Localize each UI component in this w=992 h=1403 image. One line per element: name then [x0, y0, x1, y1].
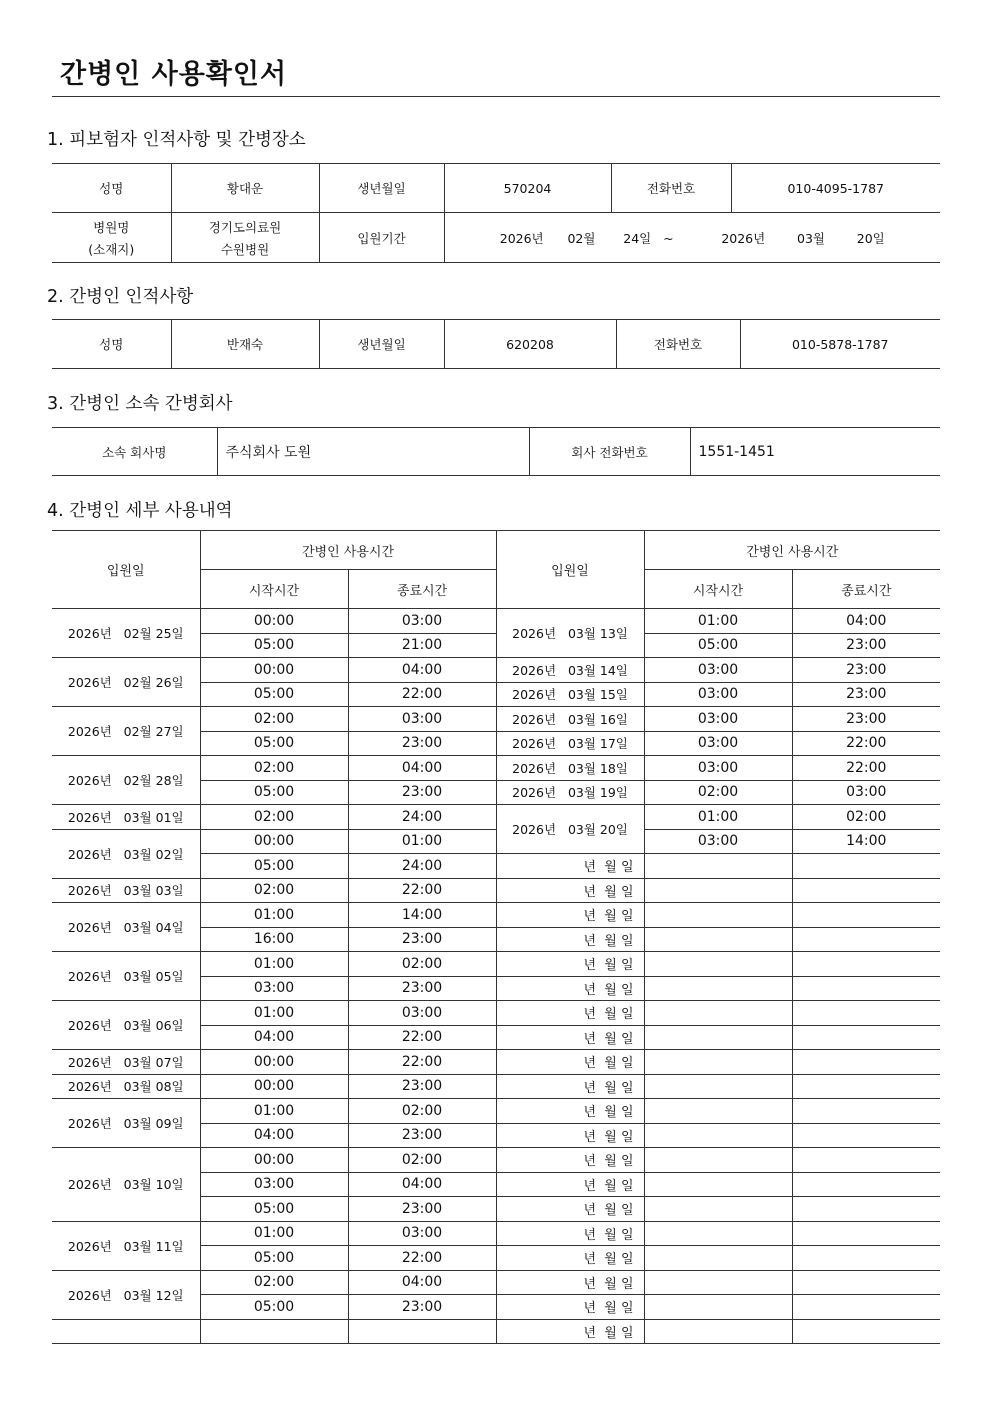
- right-start-time: 03:00: [644, 682, 792, 707]
- left-end-time: 23:00: [348, 1197, 496, 1222]
- empty-right-start: [644, 1172, 792, 1197]
- left-start-time: 04:00: [200, 1123, 348, 1148]
- left-end-time: 22:00: [348, 1025, 496, 1050]
- insured-info-table: [52, 163, 940, 263]
- company-phone-label: 회사 전화번호: [529, 428, 690, 476]
- left-start-time: 05:00: [200, 731, 348, 756]
- left-end-time: 01:00: [348, 829, 496, 854]
- right-start-time: 03:00: [644, 731, 792, 756]
- right-end-time: 03:00: [792, 780, 940, 805]
- empty-right-end: [792, 1246, 940, 1271]
- table-row: [52, 1074, 940, 1099]
- detail-header-row: [52, 531, 940, 570]
- left-admission-date: 2026년 03월 01일: [52, 805, 200, 830]
- table-row: [52, 952, 940, 977]
- table-row: [52, 903, 940, 928]
- left-start-time: 05:00: [200, 1197, 348, 1222]
- hospital-name: [171, 213, 319, 263]
- left-start-time: 01:00: [200, 903, 348, 928]
- empty-right-start: [644, 1050, 792, 1075]
- empty-right-end: [792, 1295, 940, 1320]
- table-row: [52, 1148, 940, 1173]
- left-end-time: 14:00: [348, 903, 496, 928]
- left-admission-date: 2026년 03월 10일: [52, 1148, 200, 1222]
- empty-right-end: [792, 1148, 940, 1173]
- empty-right-end: [792, 1172, 940, 1197]
- empty-right-end: [792, 854, 940, 879]
- left-start-time: 04:00: [200, 1025, 348, 1050]
- right-start-time: 03:00: [644, 756, 792, 781]
- empty-right-end: [792, 903, 940, 928]
- title-divider: [52, 96, 940, 97]
- left-start-time: 05:00: [200, 780, 348, 805]
- left-end-time: 03:00: [348, 1221, 496, 1246]
- left-end-time: 23:00: [348, 927, 496, 952]
- left-start-time: 02:00: [200, 707, 348, 732]
- empty-right-end: [792, 1270, 940, 1295]
- left-start-time: 05:00: [200, 1295, 348, 1320]
- insured-name-label: 성명: [52, 164, 171, 213]
- left-end-time: 23:00: [348, 1074, 496, 1099]
- empty-right-start: [644, 1025, 792, 1050]
- left-start-time: 00:00: [200, 1050, 348, 1075]
- caregiver-name-label: 성명: [52, 320, 171, 369]
- left-end-time: 24:00: [348, 805, 496, 830]
- right-end-time: 23:00: [792, 707, 940, 732]
- insured-name: 황대운: [171, 164, 319, 213]
- insured-phone-label: 전화번호: [611, 164, 731, 213]
- empty-right-start: [644, 1319, 792, 1344]
- table-row: [52, 1319, 940, 1344]
- left-start-time: 00:00: [200, 1148, 348, 1173]
- left-start-time: 02:00: [200, 1270, 348, 1295]
- table-row: [52, 1099, 940, 1124]
- left-start-time: 02:00: [200, 756, 348, 781]
- left-admission-date: 2026년 03월 07일: [52, 1050, 200, 1075]
- left-start-time: 01:00: [200, 1221, 348, 1246]
- empty-right-start: [644, 952, 792, 977]
- empty-right-start: [644, 1270, 792, 1295]
- right-admission-date: 2026년 03월 16일: [496, 707, 644, 732]
- table-row: [52, 658, 940, 683]
- left-end-time: 03:00: [348, 707, 496, 732]
- blank-admission-date: 년 월 일: [496, 1246, 644, 1271]
- empty-right-start: [644, 903, 792, 928]
- hospital-name-line1: 경기도의료원: [208, 219, 282, 235]
- left-end-time: 22:00: [348, 682, 496, 707]
- caregiver-phone-label: 전화번호: [616, 320, 740, 369]
- company-phone: 1551-1451: [690, 428, 940, 476]
- left-end-time: 04:00: [348, 756, 496, 781]
- left-admission-date: 2026년 02월 26일: [52, 658, 200, 707]
- left-end-time: 04:00: [348, 1270, 496, 1295]
- blank-admission-date: 년 월 일: [496, 1025, 644, 1050]
- left-end-time: 22:00: [348, 878, 496, 903]
- section1-heading: 1. 피보험자 인적사항 및 간병장소: [47, 130, 306, 150]
- blank-admission-date: 년 월 일: [496, 1148, 644, 1173]
- empty-right-end: [792, 1319, 940, 1344]
- empty-right-start: [644, 1246, 792, 1271]
- right-admission-date: 2026년 03월 17일: [496, 731, 644, 756]
- empty-right-end: [792, 878, 940, 903]
- empty-right-start: [644, 1001, 792, 1026]
- empty-right-start: [644, 1074, 792, 1099]
- blank-admission-date: 년 월 일: [496, 1123, 644, 1148]
- blank-admission-date: 년 월 일: [496, 1074, 644, 1099]
- left-admission-date: 2026년 02월 27일: [52, 707, 200, 756]
- right-start-time: 03:00: [644, 829, 792, 854]
- left-end-time: 02:00: [348, 1099, 496, 1124]
- empty-right-start: [644, 1295, 792, 1320]
- right-start-time: 01:00: [644, 805, 792, 830]
- left-end-time: 04:00: [348, 1172, 496, 1197]
- left-end-time: 22:00: [348, 1050, 496, 1075]
- right-start-time: 03:00: [644, 707, 792, 732]
- blank-admission-date: 년 월 일: [496, 1099, 644, 1124]
- right-end-time: 23:00: [792, 682, 940, 707]
- header-start-time: 시작시간: [200, 570, 348, 609]
- header-usage-time: 간병인 사용시간: [644, 531, 940, 570]
- header-start-time: 시작시간: [644, 570, 792, 609]
- empty-right-start: [644, 976, 792, 1001]
- hospital-name-line2: 수원병원: [220, 241, 270, 257]
- empty-left-end: [348, 1319, 496, 1344]
- empty-right-start: [644, 1123, 792, 1148]
- right-end-time: 22:00: [792, 756, 940, 781]
- empty-right-start: [644, 1221, 792, 1246]
- blank-admission-date: 년 월 일: [496, 1295, 644, 1320]
- table-row: [52, 1050, 940, 1075]
- left-start-time: 01:00: [200, 952, 348, 977]
- caregiver-name: 반재숙: [171, 320, 319, 369]
- blank-admission-date: 년 월 일: [496, 878, 644, 903]
- left-start-time: 05:00: [200, 854, 348, 879]
- blank-admission-date: 년 월 일: [496, 1050, 644, 1075]
- left-end-time: 03:00: [348, 1001, 496, 1026]
- left-admission-date: 2026년 03월 05일: [52, 952, 200, 1001]
- left-end-time: 24:00: [348, 854, 496, 879]
- insured-phone: 010-4095-1787: [731, 164, 940, 213]
- table-row: [52, 805, 940, 830]
- left-admission-date: 2026년 03월 09일: [52, 1099, 200, 1148]
- left-admission-date: 2026년 02월 25일: [52, 609, 200, 658]
- empty-right-end: [792, 1050, 940, 1075]
- right-end-time: 22:00: [792, 731, 940, 756]
- hospital-label-line1: 병원명: [93, 219, 130, 235]
- table-row: [52, 878, 940, 903]
- admission-period-label: 입원기간: [319, 213, 444, 263]
- empty-right-start: [644, 878, 792, 903]
- section4-heading: 4. 간병인 세부 사용내역: [47, 501, 233, 521]
- table-row: [52, 1270, 940, 1295]
- caregiver-birth-label: 생년월일: [319, 320, 444, 369]
- blank-admission-date: 년 월 일: [496, 1172, 644, 1197]
- right-end-time: 23:00: [792, 658, 940, 683]
- insured-birth: 570204: [444, 164, 611, 213]
- blank-admission-date: 년 월 일: [496, 952, 644, 977]
- empty-right-start: [644, 927, 792, 952]
- blank-admission-date: 년 월 일: [496, 1319, 644, 1344]
- left-start-time: 03:00: [200, 1172, 348, 1197]
- left-start-time: 03:00: [200, 976, 348, 1001]
- company-name: 주식회사 도원: [217, 428, 529, 476]
- header-end-time: 종료시간: [348, 570, 496, 609]
- left-start-time: 05:00: [200, 682, 348, 707]
- empty-right-start: [644, 1197, 792, 1222]
- right-end-time: 23:00: [792, 633, 940, 658]
- left-admission-date: 2026년 03월 11일: [52, 1221, 200, 1270]
- left-start-time: 02:00: [200, 805, 348, 830]
- empty-right-end: [792, 1025, 940, 1050]
- left-admission-date: 2026년 03월 02일: [52, 829, 200, 878]
- left-start-time: 01:00: [200, 1001, 348, 1026]
- left-end-time: 22:00: [348, 1246, 496, 1271]
- left-start-time: 05:00: [200, 633, 348, 658]
- admission-period: 2026년 02월 24일 ~ 2026년 03월 20일: [444, 213, 940, 263]
- blank-admission-date: 년 월 일: [496, 1197, 644, 1222]
- blank-admission-date: 년 월 일: [496, 1221, 644, 1246]
- left-end-time: 23:00: [348, 1123, 496, 1148]
- left-start-time: 02:00: [200, 878, 348, 903]
- left-admission-date: 2026년 03월 04일: [52, 903, 200, 952]
- hospital-label: [52, 213, 171, 263]
- empty-right-start: [644, 854, 792, 879]
- header-usage-time: 간병인 사용시간: [200, 531, 496, 570]
- right-end-time: 02:00: [792, 805, 940, 830]
- left-end-time: 23:00: [348, 731, 496, 756]
- empty-right-end: [792, 976, 940, 1001]
- empty-left-start: [200, 1319, 348, 1344]
- right-end-time: 14:00: [792, 829, 940, 854]
- caregiver-info-table: [52, 319, 940, 369]
- insured-birth-label: 생년월일: [319, 164, 444, 213]
- right-admission-date: 2026년 03월 18일: [496, 756, 644, 781]
- blank-admission-date: 년 월 일: [496, 903, 644, 928]
- header-admission-date: 입원일: [496, 531, 644, 609]
- right-end-time: 04:00: [792, 609, 940, 634]
- left-start-time: 00:00: [200, 658, 348, 683]
- right-start-time: 03:00: [644, 658, 792, 683]
- table-row: [52, 609, 940, 634]
- header-admission-date: 입원일: [52, 531, 200, 609]
- blank-admission-date: 년 월 일: [496, 976, 644, 1001]
- left-admission-date: 2026년 03월 06일: [52, 1001, 200, 1050]
- table-row: [52, 1221, 940, 1246]
- caregiver-phone: 010-5878-1787: [740, 320, 940, 369]
- right-admission-date: 2026년 03월 14일: [496, 658, 644, 683]
- caregiver-birth: 620208: [444, 320, 616, 369]
- left-start-time: 05:00: [200, 1246, 348, 1271]
- right-admission-date: 2026년 03월 15일: [496, 682, 644, 707]
- left-start-time: 00:00: [200, 1074, 348, 1099]
- blank-admission-date: 년 월 일: [496, 927, 644, 952]
- right-start-time: 01:00: [644, 609, 792, 634]
- blank-admission-date: 년 월 일: [496, 1001, 644, 1026]
- section3-heading: 3. 간병인 소속 간병회사: [47, 394, 233, 414]
- left-admission-date: 2026년 03월 08일: [52, 1074, 200, 1099]
- table-row: [52, 756, 940, 781]
- empty-right-end: [792, 1074, 940, 1099]
- company-name-label: 소속 회사명: [52, 428, 217, 476]
- table-row: [52, 1001, 940, 1026]
- right-admission-date: 2026년 03월 19일: [496, 780, 644, 805]
- empty-right-end: [792, 1123, 940, 1148]
- left-start-time: 00:00: [200, 609, 348, 634]
- empty-right-end: [792, 1099, 940, 1124]
- empty-right-end: [792, 927, 940, 952]
- empty-left-date: [52, 1319, 200, 1344]
- header-end-time: 종료시간: [792, 570, 940, 609]
- left-end-time: 03:00: [348, 609, 496, 634]
- left-admission-date: 2026년 03월 12일: [52, 1270, 200, 1319]
- left-end-time: 21:00: [348, 633, 496, 658]
- right-admission-date: 2026년 03월 20일: [496, 805, 644, 854]
- left-admission-date: 2026년 03월 03일: [52, 878, 200, 903]
- blank-admission-date: 년 월 일: [496, 1270, 644, 1295]
- left-end-time: 23:00: [348, 976, 496, 1001]
- empty-right-start: [644, 1148, 792, 1173]
- blank-admission-date: 년 월 일: [496, 854, 644, 879]
- right-start-time: 02:00: [644, 780, 792, 805]
- left-start-time: 16:00: [200, 927, 348, 952]
- empty-right-end: [792, 1197, 940, 1222]
- table-row: [52, 707, 940, 732]
- hospital-label-line2: (소재지): [88, 241, 135, 257]
- section2-heading: 2. 간병인 인적사항: [47, 287, 194, 307]
- left-end-time: 23:00: [348, 780, 496, 805]
- usage-detail-table: [52, 530, 940, 1344]
- left-end-time: 02:00: [348, 952, 496, 977]
- right-start-time: 05:00: [644, 633, 792, 658]
- company-info-table: [52, 427, 940, 476]
- empty-right-end: [792, 952, 940, 977]
- left-end-time: 02:00: [348, 1148, 496, 1173]
- left-start-time: 00:00: [200, 829, 348, 854]
- left-end-time: 23:00: [348, 1295, 496, 1320]
- left-admission-date: 2026년 02월 28일: [52, 756, 200, 805]
- empty-right-end: [792, 1001, 940, 1026]
- page-title: 간병인 사용확인서: [60, 59, 288, 90]
- left-end-time: 04:00: [348, 658, 496, 683]
- empty-right-start: [644, 1099, 792, 1124]
- right-admission-date: 2026년 03월 13일: [496, 609, 644, 658]
- empty-right-end: [792, 1221, 940, 1246]
- left-start-time: 01:00: [200, 1099, 348, 1124]
